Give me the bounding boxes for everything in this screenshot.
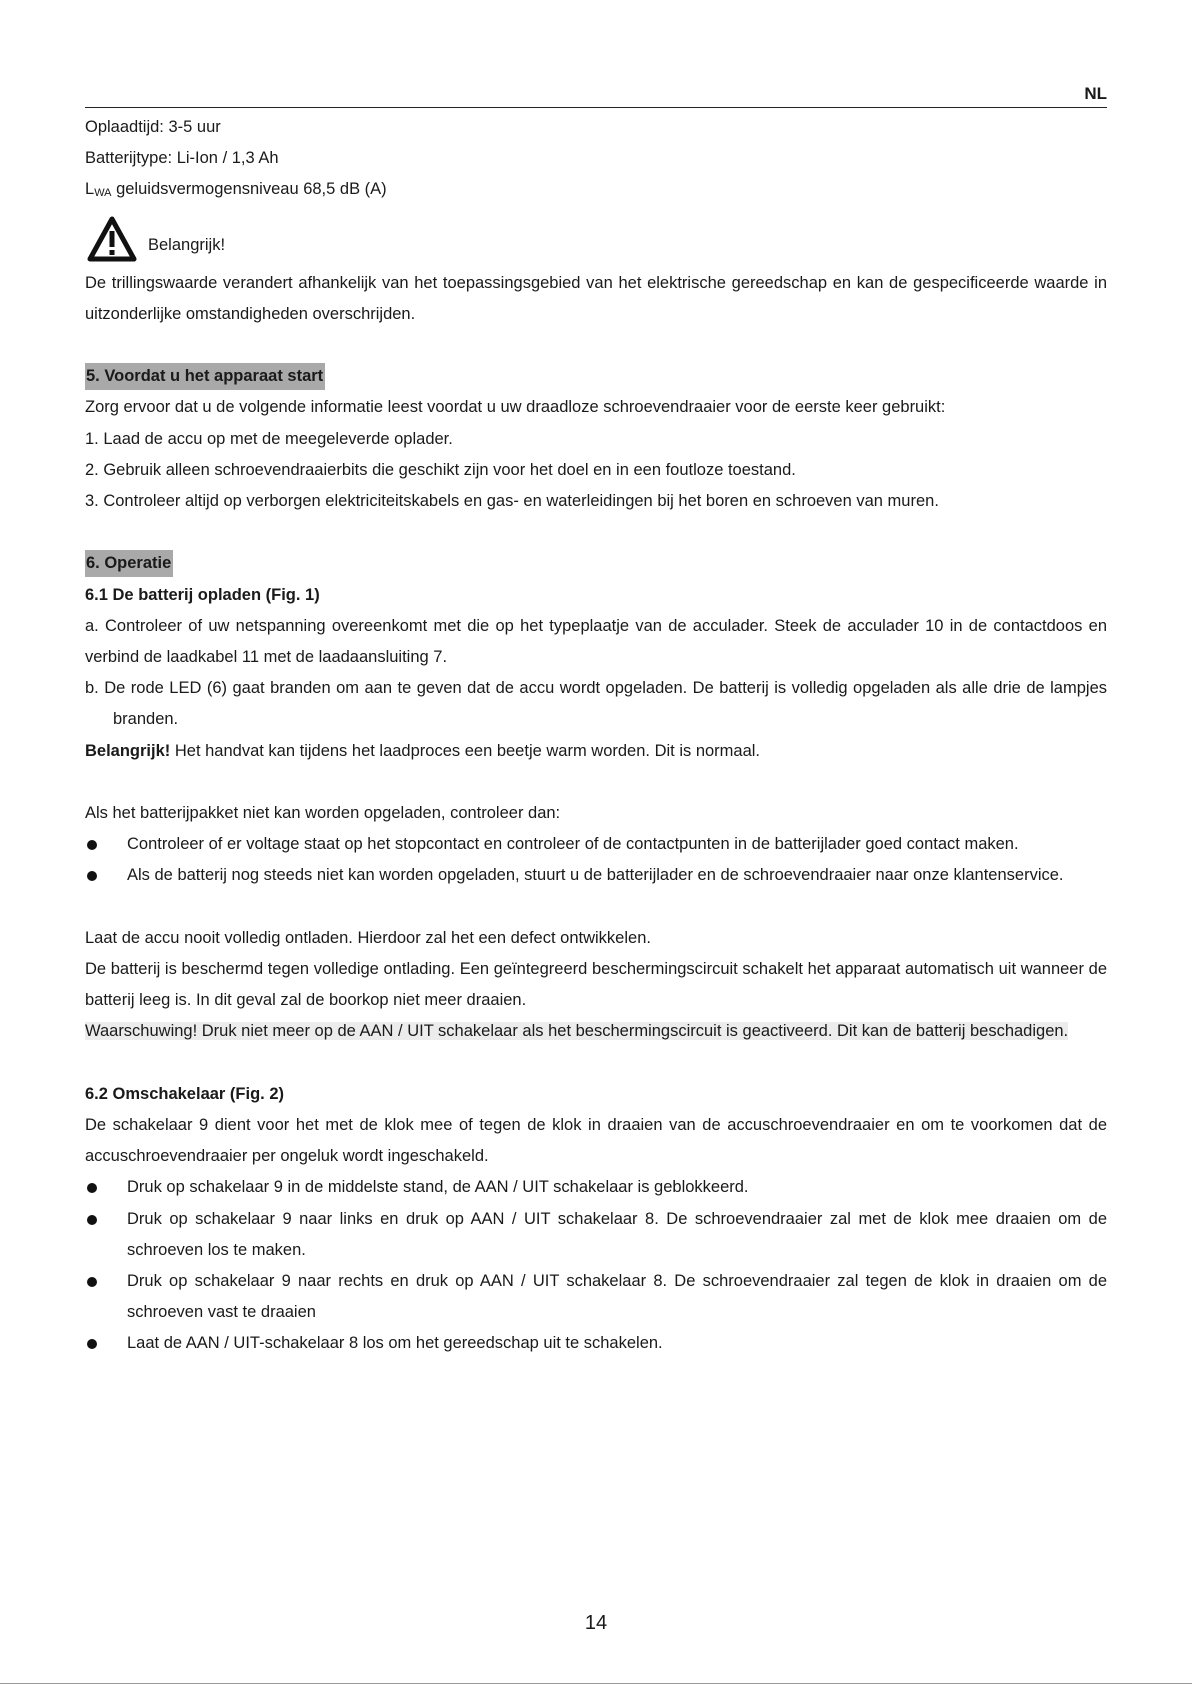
list-item: Controleer of er voltage staat op het stopcontact en controleer of de contactpunten in de batterijlader goed contact maken. [85, 829, 1107, 860]
important-label: Belangrijk! [148, 235, 226, 254]
list-item: Druk op schakelaar 9 naar links en druk op AAN / UIT schakelaar 8. De schroevendraaier zal met de klok mee draaien om de schroeven los te maken. [85, 1204, 1107, 1266]
sound-text: geluidsvermogensniveau 68,5 dB (A) [111, 180, 387, 199]
important-note [85, 208, 1107, 268]
header-rule [85, 107, 1107, 108]
charging-important [85, 736, 1107, 767]
language-code: NL [1084, 84, 1107, 103]
section-5-intro: Zorg ervoor dat u de volgende informatie leest voordat u uw draadloze schroevendraaier voor de eerste keer gebruikt: [85, 398, 946, 417]
sound-symbol: L [85, 180, 95, 199]
list-item: Laat de AAN / UIT-schakelaar 8 los om het gereedschap uit te schakelen. [85, 1328, 1107, 1359]
warning-triangle-icon [87, 216, 137, 262]
section-5-item: 2. Gebruik alleen schroevendraaierbits die geschikt zijn voor het doel en in een foutloze toestand. [85, 460, 796, 479]
section-5-title: 5. Voordat u het apparaat start [85, 363, 325, 390]
switch-list [85, 1172, 1107, 1359]
sound-symbol-sub: WA [94, 187, 112, 200]
bullet-icon [87, 1277, 97, 1287]
list-item: Druk op schakelaar 9 in de middelste stand, de AAN / UIT schakelaar is geblokkeerd. [85, 1172, 1107, 1203]
bullet-icon [87, 1215, 97, 1225]
protection-warning: Waarschuwing! Druk niet meer op de AAN / UIT schakelaar als het beschermingscircuit is geactiveerd. Dit kan de batterij beschadigen. [85, 1022, 1069, 1041]
bullet-icon [87, 1183, 97, 1193]
charging-step-a: a. Controleer of uw netspanning overeenkomt met die op het typeplaatje van de acculader. Steek de acculader 10 in de contactdoos en verbind de laadkabel 11 met de laadaansluiting 7. [85, 616, 1107, 667]
spec-charge-time: Oplaadtijd: 3-5 uur [85, 118, 221, 136]
section-6-1-title: 6.1 De batterij opladen (Fig. 1) [85, 585, 320, 604]
charging-important-text: Het handvat kan tijdens het laadproces een beetje warm worden. Dit is normaal. [170, 741, 761, 760]
bullet-icon [87, 871, 97, 881]
switch-intro: De schakelaar 9 dient voor het met de klok mee of tegen de klok in draaien van de accuschroevendraaier en om te voorkomen dat de accuschroevendraaier per ongeluk wordt ingeschakeld. [85, 1116, 1107, 1166]
page-number: 14 [584, 1612, 608, 1634]
section-6-title: 6. Operatie [85, 550, 173, 577]
section-5-item: 3. Controleer altijd op verborgen elektriciteitskabels en gas- en waterleidingen bij het boren en schroeven van muren. [85, 492, 939, 511]
section-6-2-title: 6.2 Omschakelaar (Fig. 2) [85, 1084, 285, 1103]
section-5-item: 1. Laad de accu op met de meegeleverde oplader. [85, 429, 453, 448]
page-content [85, 112, 1107, 1360]
discharge-note-2: De batterij is beschermd tegen volledige ontlading. Een geïntegreerd beschermingscircuit schakelt het apparaat automatisch uit wanneer de batterij leeg is. In dit geval zal de boorkop niet meer draaien. [85, 960, 1107, 1010]
list-item: Druk op schakelaar 9 naar rechts en druk op AAN / UIT schakelaar 8. De schroevendraaier zal tegen de klok in draaien om de schroeven vast te draaien [85, 1266, 1107, 1328]
list-item: Als de batterij nog steeds niet kan worden opgeladen, stuurt u de batterijlader en de schroevendraaier naar onze klantenservice. [85, 860, 1107, 891]
vibration-note: De trillingswaarde verandert afhankelijk van het toepassingsgebied van het elektrische gereedschap en kan de gespecificeerde waarde in uitzonderlijke omstandigheden overschrijden. [85, 273, 1107, 323]
charging-important-label: Belangrijk! [85, 741, 171, 760]
charging-step-b: b. De rode LED (6) gaat branden om aan te geven dat de accu wordt opgeladen. De batterij is volledig opgeladen als alle drie de lampjes branden. [85, 679, 1107, 729]
bullet-icon [87, 1339, 97, 1349]
bottom-rule [0, 1683, 1192, 1684]
spec-sound-power [85, 174, 1107, 207]
bullet-icon [87, 840, 97, 850]
spec-battery-type: Batterijtype: Li-Ion / 1,3 Ah [85, 149, 279, 168]
troubleshoot-intro: Als het batterijpakket niet kan worden opgeladen, controleer dan: [85, 804, 561, 823]
troubleshoot-list [85, 829, 1107, 891]
discharge-note-1: Laat de accu nooit volledig ontladen. Hierdoor zal het een defect ontwikkelen. [85, 928, 651, 947]
